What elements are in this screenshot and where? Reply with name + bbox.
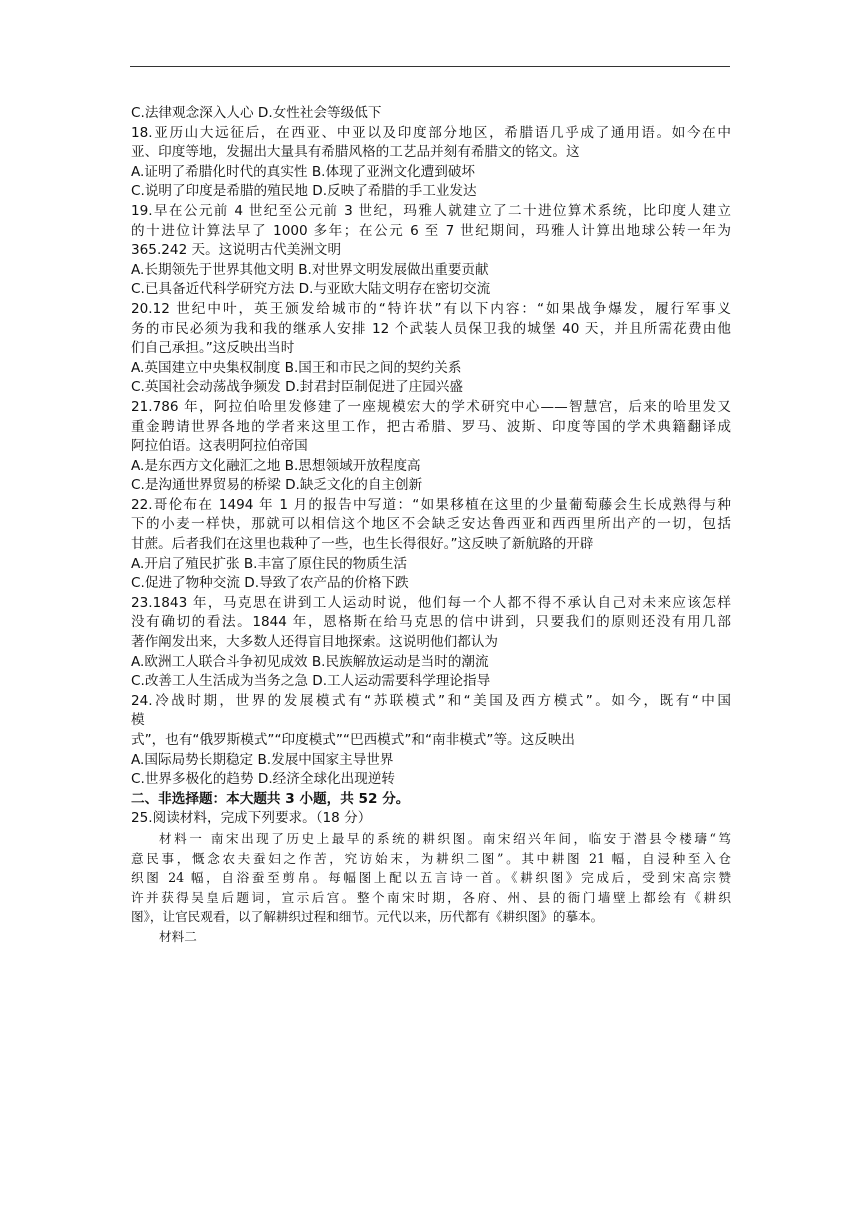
q22-options-ab: A.开启了殖民扩张 B.丰富了原住民的物质生活	[131, 555, 408, 572]
q22-stem-line-3: 甘蔗。后者我们在这里也栽种了一些，也生长得很好。”这反映了新航路的开辟	[131, 536, 594, 553]
q24-options-cd: C.世界多极化的趋势 D.经济全球化出现逆转	[131, 771, 396, 788]
material-one-line-4: 许并获得吴皇后题词，宣示后宫。整个南宋时期，各府、州、县的衙门墙壁上都绘有《耕织	[131, 889, 731, 905]
q20-options-cd: C.英国社会动荡战争频发 D.封君封臣制促进了庄园兴盛	[131, 379, 463, 396]
material-one-line-2: 意民事，慨念农夫蚕妇之作苦，究访始末，为耕织二图”。其中耕图 21 幅，自浸种至入仓	[131, 850, 731, 866]
q24-options-ab: A.国际局势长期稳定 B.发展中国家主导世界	[131, 751, 394, 768]
q25-instruction: 25.阅读材料，完成下列要求。（18 分）	[131, 810, 372, 827]
q18-stem-line-1: 18.亚历山大远征后，在西亚、中亚以及印度部分地区，希腊语几乎成了通用语。如今在中	[131, 124, 731, 141]
q23-stem-line-1: 23.1843 年，马克思在讲到工人运动时说，他们每一个人都不得不承认自己对未来应该怎样	[131, 594, 731, 611]
q18-options-ab: A.证明了希腊化时代的真实性 B.体现了亚洲文化遭到破坏	[131, 163, 476, 180]
section-two-heading: 二、非选择题：本大题共 3 小题，共 52 分。	[131, 790, 410, 807]
q23-options-ab: A.欧洲工人联合斗争初见成效 B.民族解放运动是当时的潮流	[131, 653, 489, 670]
material-one-line-3: 织图 24 幅，自浴蚕至剪帛。每幅图上配以五言诗一首。《耕织图》完成后，受到宋高宗赞	[131, 870, 731, 886]
q22-options-cd: C.促进了物种交流 D.导致了农产品的价格下跌	[131, 575, 409, 592]
q21-stem-line-2: 重金聘请世界各地的学者来这里工作，把古希腊、罗马、波斯、印度等国的学术典籍翻译成	[131, 418, 731, 435]
q22-stem-line-1: 22.哥伦布在 1494 年 1 月的报告中写道：“如果移植在这里的少量葡萄藤会生长成熟得与种	[131, 496, 731, 513]
q20-stem-line-3: 们自己承担。”这反映出当时	[131, 340, 295, 357]
material-one-line-5: 图》，让官民观看，以了解耕织过程和细节。元代以来，历代都有《耕织图》的摹本。	[131, 909, 604, 925]
q19-stem-line-2: 的十进位计算法早了 1000 多年；在公元 6 至 7 世纪期间，玛雅人计算出地球公转一年为	[131, 222, 731, 239]
q20-stem-line-2: 务的市民必须为我和我的继承人安排 12 个武装人员保卫我的城堡 40 天，并且所需花费由他	[131, 320, 731, 337]
q17-options-cd: C.法律观念深入人心 D.女性社会等级低下	[131, 105, 382, 121]
material-two-label: 材料二	[159, 928, 197, 944]
header-rule	[130, 66, 730, 67]
q20-stem-line-1: 20.12 世纪中叶，英王颁发给城市的“特许状”有以下内容：“如果战争爆发，履行军事义	[131, 300, 731, 317]
q24-stem-line-3: 式”，也有“俄罗斯模式”“印度模式”“巴西模式”和“南非模式”等。这反映出	[131, 732, 576, 748]
q20-options-ab: A.英国建立中央集权制度 B.国王和市民之间的契约关系	[131, 359, 462, 376]
q22-stem-line-2: 下的小麦一样快，那就可以相信这个地区不会缺乏安达鲁西亚和西西里所出产的一切，包括	[131, 516, 731, 533]
material-one-line-1: 材料一 南宋出现了历史上最早的系统的耕织图。南宋绍兴年间，临安于潜县令楼璹“笃	[159, 830, 731, 846]
q18-stem-line-2: 亚、印度等地，发掘出大量具有希腊风格的工艺品并刻有希腊文的铭文。这	[131, 144, 580, 161]
q23-stem-line-2: 没有确切的看法。1844 年，恩格斯在给马克思的信中讲到，只要我们的原则还没有用几部	[131, 614, 731, 631]
q21-options-ab: A.是东西方文化融汇之地 B.思想领域开放程度高	[131, 457, 421, 474]
q24-stem-line-1: 24.冷战时期，世界的发展模式有“苏联模式”和“美国及西方模式”。如今，既有“中国	[131, 692, 731, 709]
q18-options-cd: C.说明了印度是希腊的殖民地 D.反映了希腊的手工业发达	[131, 183, 477, 200]
exam-content	[131, 104, 731, 947]
q21-stem-line-3: 阿拉伯语。这表明阿拉伯帝国	[131, 438, 308, 455]
q19-stem-line-3: 365.242 天。这说明古代美洲文明	[131, 242, 342, 259]
q19-options-cd: C.已具备近代科学研究方法 D.与亚欧大陆文明存在密切交流	[131, 281, 491, 298]
q19-stem-line-1: 19.早在公元前 4 世纪至公元前 3 世纪，玛雅人就建立了二十进位算术系统，比印度人建立	[131, 202, 731, 219]
q21-options-cd: C.是沟通世界贸易的桥梁 D.缺乏文化的自主创新	[131, 477, 423, 494]
q19-options-ab: A.长期领先于世界其他文明 B.对世界文明发展做出重要贡献	[131, 261, 489, 278]
q24-stem-line-2: 模	[131, 712, 145, 729]
q21-stem-line-1: 21.786 年，阿拉伯哈里发修建了一座规模宏大的学术研究中心——智慧宫，后来的哈里发又	[131, 398, 731, 415]
q23-options-cd: C.改善工人生活成为当务之急 D.工人运动需要科学理论指导	[131, 673, 491, 690]
q23-stem-line-3: 著作阐发出来，大多数人还得盲目地探索。这说明他们都认为	[131, 634, 499, 651]
